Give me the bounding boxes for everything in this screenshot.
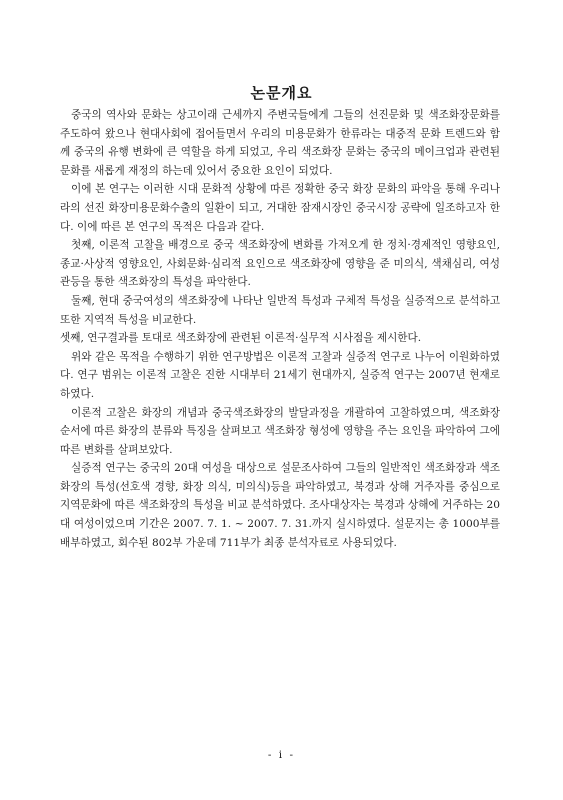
page-number: - i - (267, 749, 296, 761)
paragraph-objective-2: 둘째, 현대 중국여성의 색조화장에 나타난 일반적 특성과 구체적 특성을 실증적으로 분석하고 또한 지역적 특성을 비교한다. (60, 294, 500, 326)
abstract-body (60, 106, 500, 552)
paragraph-objective-1: 첫째, 이론적 고찰을 배경으로 중국 색조화장에 변화를 가져오게 한 정치·경제적인 영향요인, 종교·사상적 영향요인, 사회문화·심리적 요인으로 색조화장에 영향을 준 미의식, 색채심리, 여성관등을 통한 색조화장의 특성을 파악한다. (60, 239, 500, 289)
paragraph-method: 위와 같은 목적을 수행하기 위한 연구방법은 이론적 고찰과 실증적 연구로 나누어 이원화하였다. 연구 범위는 이론적 고찰은 진한 시대부터 21세기 현대까지, 실증적 연구는 2007년 현재로 하였다. (60, 350, 500, 400)
paragraph-intro: 중국의 역사와 문화는 상고이래 근세까지 주변국들에게 그들의 선진문화 및 색조화장문화를 주도하여 왔으나 현대사회에 접어들면서 우리의 미용문화가 한류라는 대중적 문화 트렌드와 함께 중국의 유행 변화에 큰 역할을 하게 되었고, 우리 색조화장 문화는 중국의 메이크업과 관련된 문화를 새롭게 재정의 하는데 있어서 중요한 요인이 되었다. (60, 109, 500, 177)
paragraph-theory: 이론적 고찰은 화장의 개념과 중국색조화장의 발달과정을 개괄하여 고찰하였으며, 색조화장 순서에 따른 화장의 분류와 특징을 살펴보고 색조화장 형성에 영향을 주는 요인을 파악하여 그에 따른 변화를 살펴보았다. (60, 406, 500, 456)
paragraph-purpose: 이에 본 연구는 이러한 시대 문화적 상황에 따른 정확한 중국 화장 문화의 파악을 통해 우리나라의 선진 화장미용문화수출의 일환이 되고, 거대한 잠재시장인 중국시장 공략에 일조하고자 한다. 이에 따른 본 연구의 목적은 다음과 같다. (60, 183, 500, 233)
paragraph-empirical: 실증적 연구는 중국의 20대 여성을 대상으로 설문조사하여 그들의 일반적인 색조화장과 색조화장의 특성(선호색 경향, 화장 의식, 미의식)등을 파악하였고, 북경과 상해 거주자를 중심으로 지역문화에 따른 색조화장의 특성을 비교 분석하였다. 조사대상자는 북경과 상해에 거주하는 20대 여성이었으며 기간은 2007. 7. 1. ~ 2007. 7. 31.까지 실시하였다. 설문지는 총 1000부를 배부하였고, 회수된 802부 가운데 711부가 최종 분석자료로 사용되었다. (60, 462, 500, 549)
paragraph-objective-3: 셋째, 연구결과를 토대로 색조화장에 관련된 이론적·실무적 시사점을 제시한다. (60, 332, 422, 345)
page-title: 논문개요 (250, 84, 313, 102)
